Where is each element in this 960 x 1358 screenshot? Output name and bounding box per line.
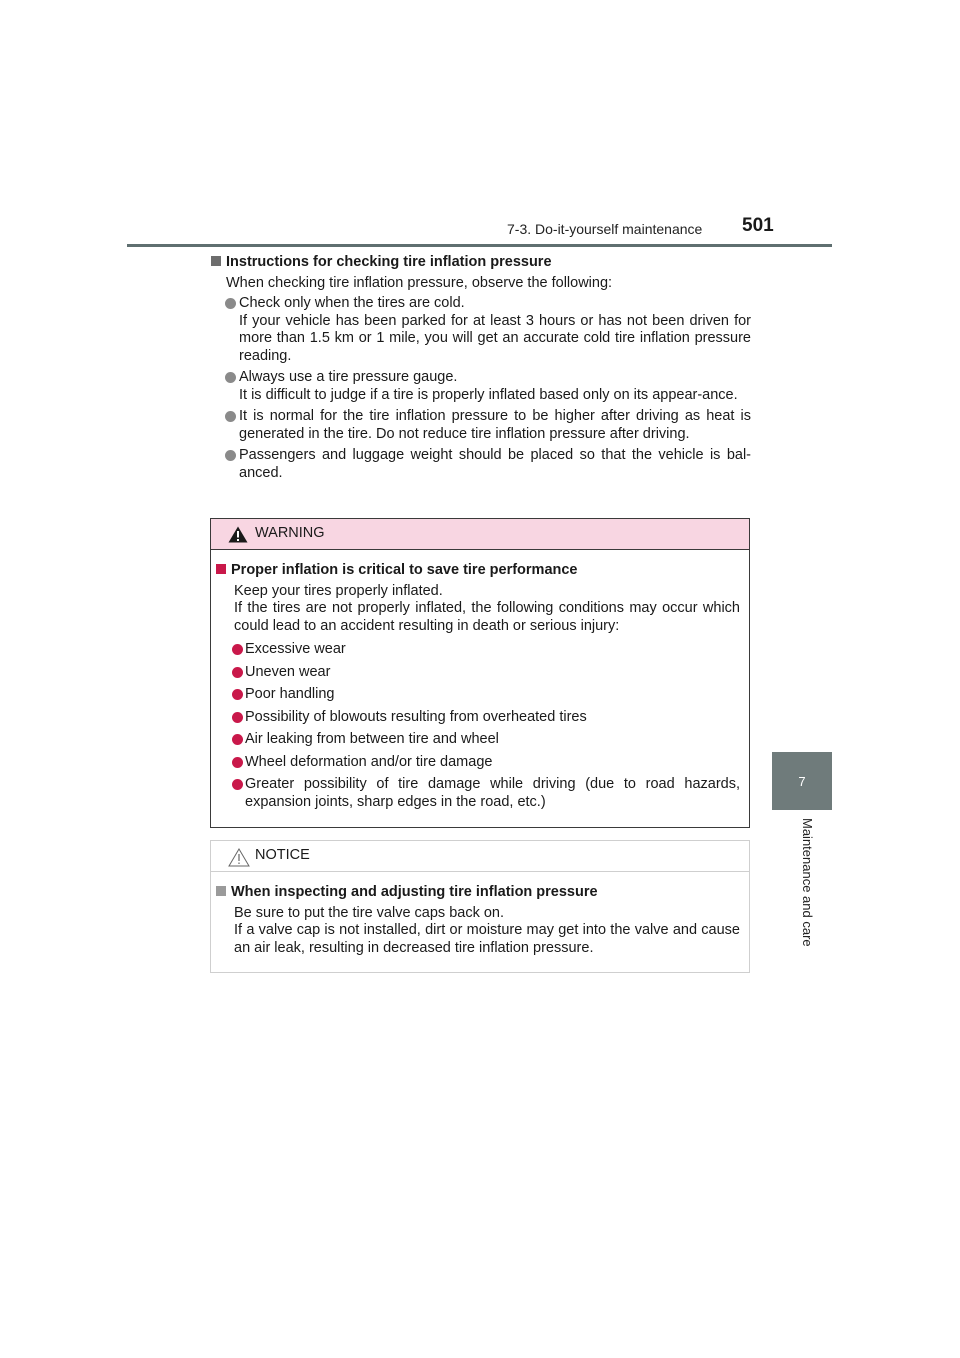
list-item-text: Air leaking from between tire and wheel [245, 731, 499, 747]
list-item [216, 709, 740, 727]
list-item-line: Check only when the tires are cold. [239, 295, 465, 311]
square-bullet-icon [216, 564, 226, 574]
section-intro: When checking tire inflation pressure, observe the following: [226, 274, 613, 291]
round-bullet-icon [232, 712, 243, 723]
list-item [211, 369, 751, 404]
list-item-line: Always use a tire pressure gauge. [239, 369, 458, 385]
notice-header [211, 841, 749, 872]
list-item-text: Excessive wear [245, 641, 346, 657]
section-title [211, 254, 751, 272]
warning-box [210, 518, 750, 828]
main-content [211, 254, 751, 486]
round-bullet-icon [232, 757, 243, 768]
warning-body [211, 550, 749, 811]
notice-line: If a valve cap is not installed, dirt or moisture may get into the valve and cause an air leak, resulting in decreased tire inflation pressure. [234, 922, 740, 956]
header-rule [127, 244, 832, 247]
round-bullet-icon [232, 734, 243, 745]
list-item-line: It is normal for the tire inflation pressure to be higher after driving as heat is generated in the tire. Do not reduce tire inflation pressure after driving. [239, 408, 751, 442]
round-bullet-icon [225, 372, 236, 383]
round-bullet-icon [225, 450, 236, 461]
list-item [211, 447, 751, 482]
warning-line: Keep your tires properly inflated. [234, 582, 443, 599]
notice-box [210, 840, 750, 973]
list-item-text: Poor handling [245, 686, 335, 702]
list-item [216, 731, 740, 749]
list-item-text: Wheel deformation and/or tire damage [245, 753, 493, 770]
notice-triangle-icon [228, 848, 250, 867]
list-item [211, 295, 751, 365]
list-item [216, 664, 740, 682]
chapter-tab [772, 752, 832, 810]
square-bullet-icon [211, 256, 221, 266]
warning-triangle-icon [228, 526, 248, 543]
notice-title-text: When inspecting and adjusting tire inflation pressure [231, 884, 598, 900]
list-item-line: Passengers and luggage weight should be placed so that the vehicle is bal-anced. [239, 447, 751, 481]
round-bullet-icon [232, 644, 243, 655]
notice-title [216, 884, 740, 902]
warning-text [216, 583, 740, 636]
warning-label: WARNING [255, 525, 325, 541]
list-item [216, 776, 740, 811]
list-item [216, 686, 740, 704]
section-title-text: Instructions for checking tire inflation pressure [226, 254, 552, 270]
list-item [216, 641, 740, 659]
notice-label: NOTICE [255, 847, 310, 863]
warning-title [216, 562, 740, 580]
list-item-line: It is difficult to judge if a tire is properly inflated based only on its appear-ance. [239, 386, 738, 403]
notice-text [216, 905, 740, 958]
warning-line: If the tires are not properly inflated, the following conditions may occur which could lead to an accident resulting in death or serious injury: [234, 600, 740, 634]
round-bullet-icon [232, 779, 243, 790]
list-item-line: If your vehicle has been parked for at least 3 hours or has not been driven for more than 1.5 km or 1 mile, you will get an accurate cold tire inflation pressure reading. [239, 312, 751, 364]
round-bullet-icon [232, 689, 243, 700]
chapter-label: Maintenance and care [800, 818, 815, 947]
notice-line: Be sure to put the tire valve caps back on. [234, 904, 505, 921]
notice-body [211, 872, 749, 957]
chapter-number: 7 [798, 773, 806, 789]
square-bullet-icon [216, 886, 226, 896]
warning-title-text: Proper inflation is critical to save tire performance [231, 562, 578, 578]
round-bullet-icon [232, 667, 243, 678]
checklist [211, 295, 751, 482]
list-item-text: Greater possibility of tire damage while driving (due to road hazards, expansion joints, sharp edges in the road, etc.) [245, 776, 740, 810]
list-item [216, 754, 740, 772]
header-section-title: 7-3. Do-it-yourself maintenance [507, 221, 703, 237]
list-item [211, 408, 751, 443]
round-bullet-icon [225, 298, 236, 309]
list-item-text: Uneven wear [245, 663, 331, 680]
warning-header [211, 519, 749, 550]
list-item-text: Possibility of blowouts resulting from overheated tires [245, 708, 587, 725]
page-number: 501 [742, 215, 774, 236]
round-bullet-icon [225, 411, 236, 422]
warning-list [216, 641, 740, 811]
